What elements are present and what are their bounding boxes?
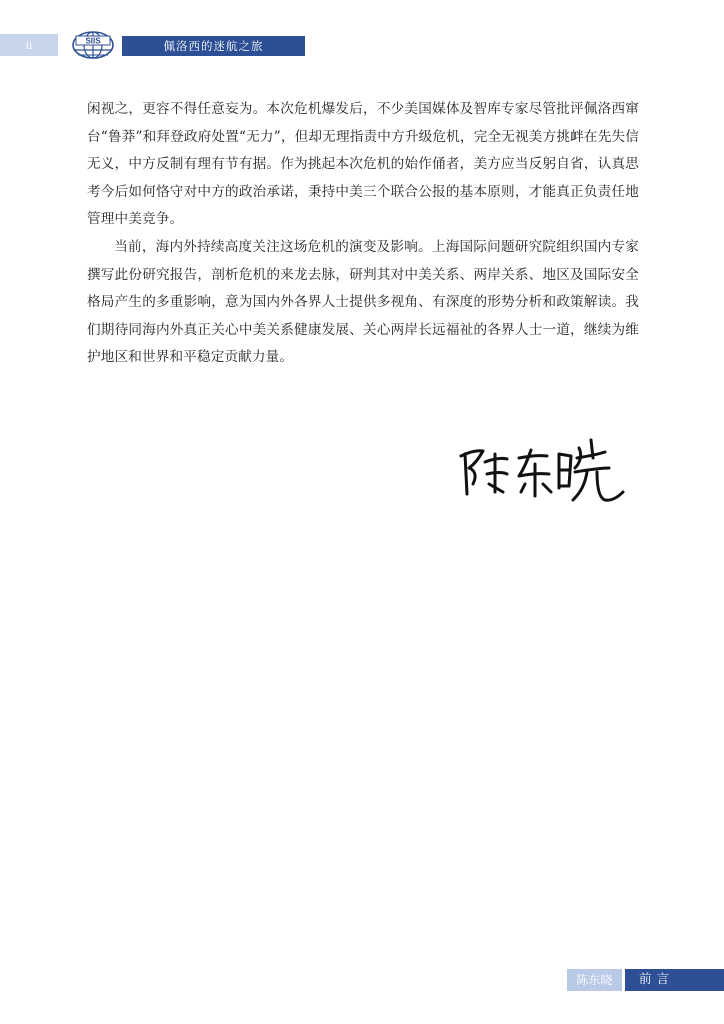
handwritten-signature [455, 428, 630, 508]
page-number: ii [0, 34, 58, 56]
preface-body [87, 96, 639, 372]
siis-logo [71, 30, 115, 60]
book-title: 佩洛西的迷航之旅 [122, 36, 305, 56]
paragraph: 闲视之，更容不得任意妄为。本次危机爆发后，不少美国媒体及智库专家尽管批评佩洛西窜台“鲁莽”和拜登政府处置“无力”，但却无理指责中方升级危机，完全无视美方挑衅在先失信无义，中方反制有理有节有据。作为挑起本次危机的始作俑者，美方应当反躬自省，认真思考今后如何恪守对中方的政治承诺，秉持中美三个联合公报的基本原则，才能真正负责任地管理中美竞争。 [87, 101, 639, 228]
paragraph: 当前，海内外持续高度关注这场危机的演变及影响。上海国际问题研究院组织国内专家撰写此份研究报告，剖析危机的来龙去脉，研判其对中美关系、两岸关系、地区及国际安全格局产生的多重影响，意为国内外各界人士提供多视角、有深度的形势分析和政策解读。我们期待同海内外真正关心中美关系健康发展、关心两岸长远福祉的各界人士一道，继续为维护地区和世界和平稳定贡献力量。 [87, 238, 639, 366]
footer-section-title: 前言 [625, 969, 724, 991]
logo-text: SIIS [85, 36, 101, 46]
footer-author: 陈东晓 [567, 969, 622, 991]
